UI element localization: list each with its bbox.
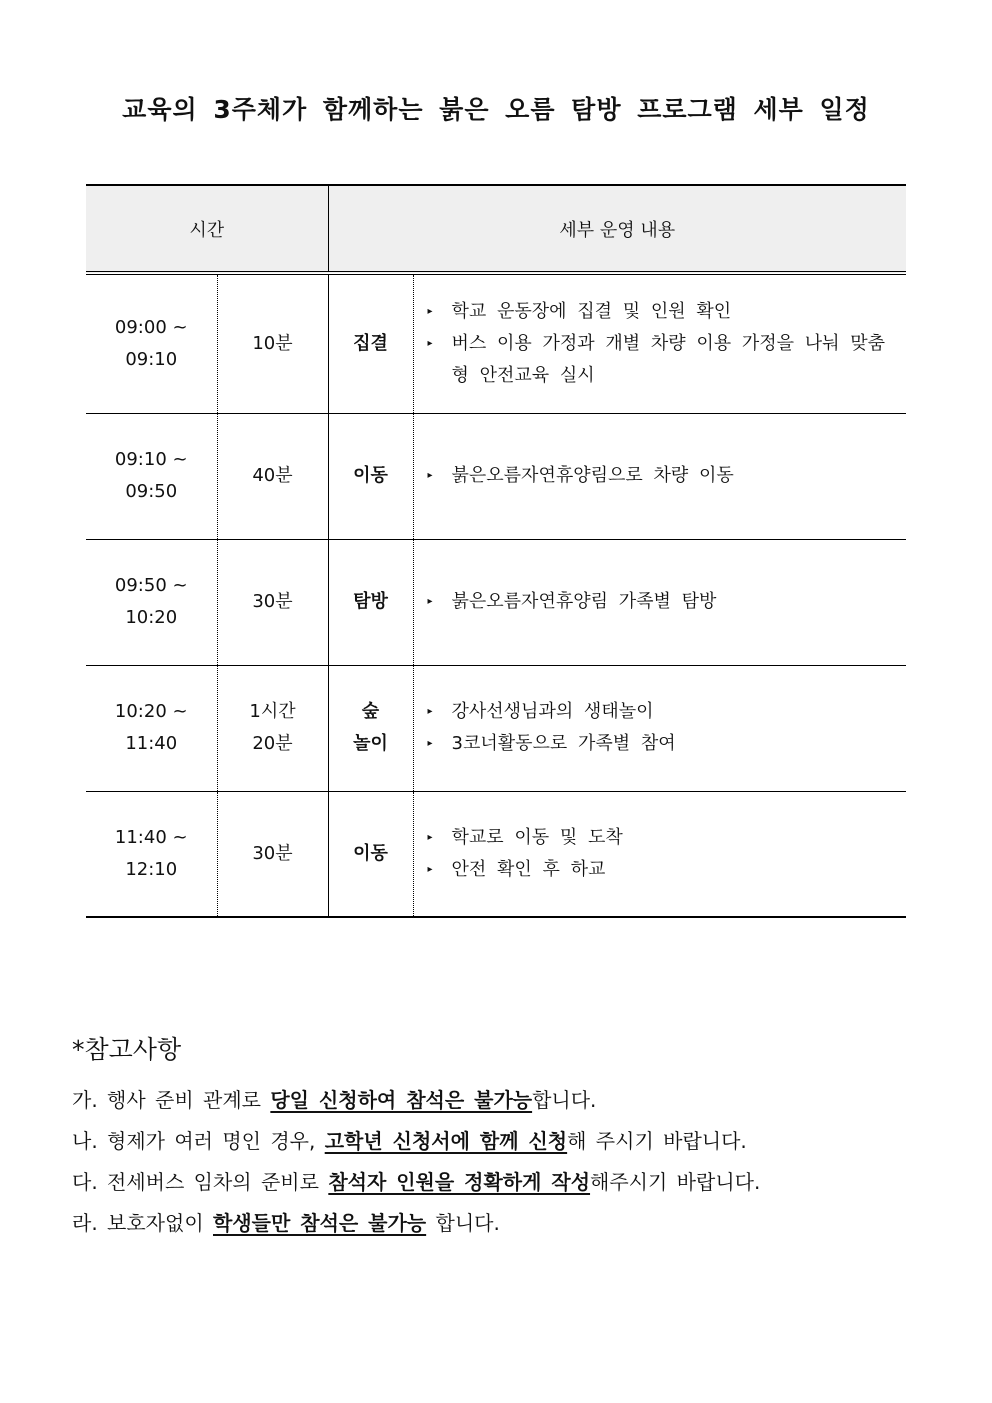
note-item (72, 1203, 932, 1244)
bullet-arrow-icon: ▸ (427, 706, 433, 717)
detail-text: 버스 이용 가정과 개별 차량 이용 가정을 나눠 맞춤형 안전교육 실시 (451, 332, 886, 386)
duration-cell (217, 791, 328, 917)
detail-item (428, 728, 899, 760)
time-start: 09:50 ~ (114, 575, 188, 596)
time-range-cell (86, 539, 217, 665)
activity-text: 놀이 (353, 733, 388, 754)
detail-text: 3코너활동으로 가족별 참여 (451, 733, 676, 754)
detail-item (428, 854, 899, 886)
activity-text: 탐방 (353, 591, 388, 612)
schedule-row (86, 273, 906, 413)
bullet-arrow-icon: ▸ (427, 863, 433, 875)
details-cell (413, 539, 906, 665)
activity-text: 이동 (353, 465, 388, 486)
details-cell (413, 273, 906, 413)
note-item (72, 1080, 932, 1121)
note-suffix: 해주시기 바랍니다. (590, 1170, 761, 1194)
note-suffix: 합니다. (532, 1088, 597, 1112)
note-prefix: 라. 보호자없이 (72, 1211, 213, 1235)
detail-item (428, 296, 899, 328)
bullet-arrow-icon: ▸ (427, 596, 433, 607)
activity-cell (328, 791, 413, 917)
detail-text: 학교로 이동 및 도착 (451, 826, 623, 848)
activity-cell (328, 413, 413, 539)
note-emphasis: 참석자 인원을 정확하게 작성 (328, 1170, 591, 1194)
note-suffix: 합니다. (426, 1211, 500, 1235)
schedule-table (86, 184, 906, 918)
note-item (72, 1121, 932, 1162)
notes-heading: *참고사항 (72, 1035, 182, 1064)
header-details: 세부 운영 내용 (328, 185, 906, 273)
time-start: 09:10 ~ (114, 449, 188, 470)
time-range-cell (86, 791, 217, 917)
bullet-arrow-icon: ▸ (427, 831, 433, 843)
activity-cell (328, 539, 413, 665)
note-prefix: 가. 행사 준비 관계로 (72, 1088, 271, 1112)
duration-cell (217, 273, 328, 413)
details-list (428, 822, 899, 886)
duration-cell (217, 539, 328, 665)
notes-list (72, 1080, 932, 1244)
bullet-arrow-icon: ▸ (427, 470, 433, 481)
schedule-row (86, 539, 906, 665)
note-emphasis: 학생들만 참석은 불가능 (213, 1211, 427, 1235)
detail-text: 붉은오름자연휴양림 가족별 탐방 (451, 591, 717, 612)
activity-cell (328, 273, 413, 413)
duration-cell (217, 413, 328, 539)
detail-item (428, 328, 899, 392)
schedule-body (86, 273, 906, 917)
duration-cell (217, 665, 328, 791)
note-item (72, 1162, 932, 1203)
detail-text: 붉은오름자연휴양림으로 차량 이동 (451, 465, 734, 486)
note-prefix: 다. 전세버스 임차의 준비로 (72, 1170, 329, 1194)
details-list (428, 460, 899, 492)
time-end: 11:40 (125, 733, 178, 754)
activity-cell (328, 665, 413, 791)
bullet-arrow-icon: ▸ (427, 337, 433, 349)
duration-text: 40분 (252, 465, 293, 486)
time-end: 10:20 (125, 607, 178, 628)
time-range-cell (86, 273, 217, 413)
details-list (428, 296, 899, 392)
schedule-row (86, 791, 906, 917)
duration-text: 10분 (252, 332, 293, 354)
time-start: 11:40 ~ (114, 826, 188, 848)
details-list (428, 696, 899, 760)
schedule-row (86, 413, 906, 539)
duration-text: 30분 (252, 591, 293, 612)
note-emphasis: 당일 신청하여 참석은 불가능 (270, 1088, 533, 1112)
time-start: 10:20 ~ (114, 701, 188, 722)
detail-item (428, 460, 899, 492)
document-title: 교육의 3주체가 함께하는 붉은 오름 탐방 프로그램 세부 일정 (122, 95, 870, 124)
details-cell (413, 665, 906, 791)
detail-text: 안전 확인 후 하교 (451, 858, 606, 880)
time-start: 09:00 ~ (114, 316, 188, 338)
activity-text: 이동 (353, 842, 388, 864)
details-cell (413, 791, 906, 917)
details-list (428, 586, 899, 618)
time-range-cell (86, 665, 217, 791)
duration-text: 1시간 (249, 701, 296, 722)
details-cell (413, 413, 906, 539)
note-suffix: 해 주시기 바랍니다. (567, 1129, 747, 1153)
detail-text: 강사선생님과의 생태놀이 (451, 701, 654, 722)
detail-item (428, 696, 899, 728)
activity-text: 집결 (353, 332, 388, 354)
notes-section (72, 1030, 932, 1244)
time-end: 09:10 (125, 348, 178, 370)
time-range-cell (86, 413, 217, 539)
activity-text: 숲 (361, 701, 380, 722)
detail-item (428, 822, 899, 854)
bullet-arrow-icon: ▸ (427, 738, 433, 749)
time-end: 09:50 (125, 481, 178, 502)
detail-text: 학교 운동장에 집결 및 인원 확인 (451, 300, 732, 322)
header-time: 시간 (86, 185, 328, 273)
bullet-arrow-icon: ▸ (427, 305, 433, 317)
schedule-header (86, 185, 906, 273)
time-end: 12:10 (125, 858, 178, 880)
note-emphasis: 고학년 신청서에 함께 신청 (324, 1129, 568, 1153)
duration-text: 30분 (252, 842, 293, 864)
detail-item (428, 586, 899, 618)
note-prefix: 나. 형제가 여러 명인 경우, (72, 1129, 325, 1153)
schedule-row (86, 665, 906, 791)
duration-text: 20분 (252, 733, 293, 754)
